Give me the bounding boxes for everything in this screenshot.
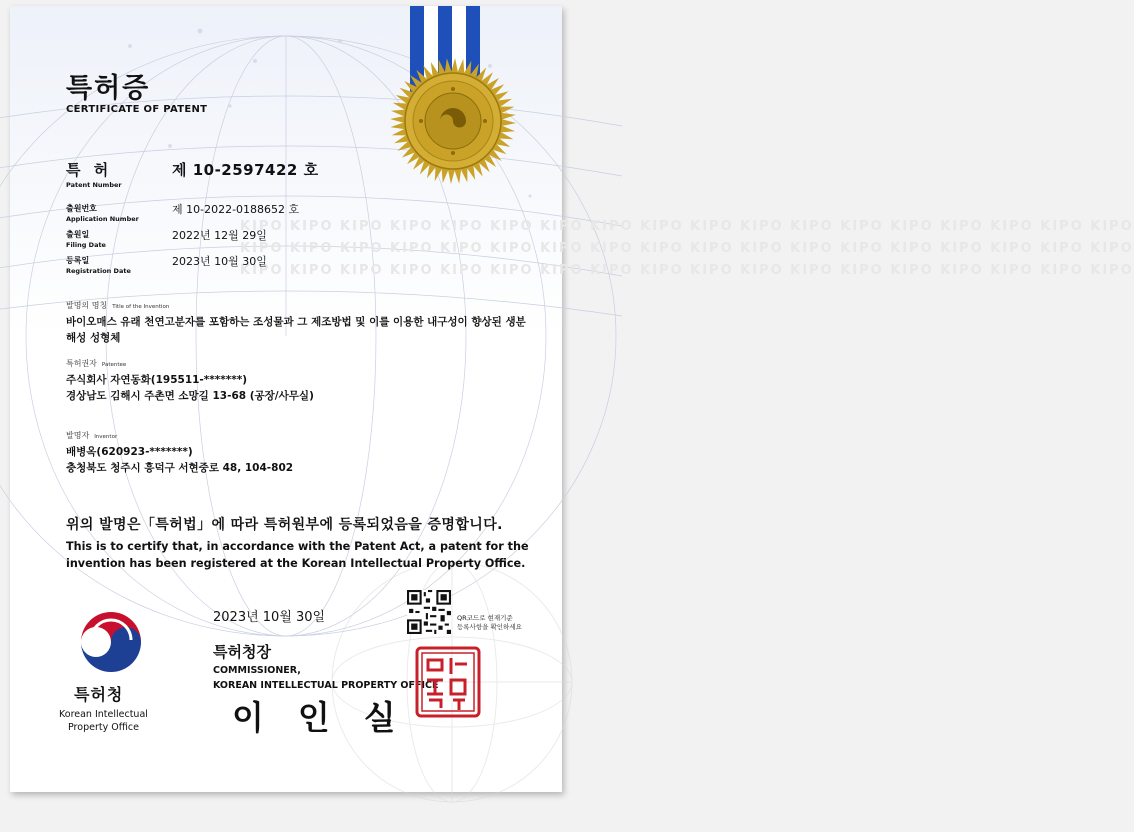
agency-name-english-line2: Property Office xyxy=(68,722,139,733)
qr-caption-line: 등록사항을 확인하세요 xyxy=(457,623,522,631)
gold-seal-icon xyxy=(388,56,518,186)
qr-caption-line: QR코드로 현재기준 xyxy=(457,614,513,622)
patentee-address: 경상남도 김해시 주촌면 소망길 13-68 (공장/사무실) xyxy=(66,390,314,402)
certification-statement-english: This is to certify that, in accordance with the Patent Act, a patent for the invention has been registered at the Korean Intellectual Property Office. xyxy=(66,540,529,570)
patentee-label-english: Patentee xyxy=(101,362,127,368)
registration-date-label: 등록일 xyxy=(66,256,90,265)
inventor-heading xyxy=(66,430,556,441)
commissioner-office-english: KOREAN INTELLECTUAL PROPERTY OFFICE xyxy=(213,680,439,691)
application-number-label-english: Application Number xyxy=(66,215,139,223)
invention-title-line: 바이오매스 유래 천연고분자를 포함하는 조성물과 그 제조방법 및 이를 이용한 내구성이 향상된 생분 xyxy=(66,316,526,328)
invention-label: 발명의 명칭 xyxy=(66,301,108,310)
qr-code-icon[interactable] xyxy=(407,590,451,634)
invention-title xyxy=(66,314,556,346)
commissioner-signature: 이인실 xyxy=(232,698,430,737)
invention-heading xyxy=(66,300,556,311)
patent-number-row xyxy=(66,159,319,189)
agency-name: 특허청 xyxy=(74,685,124,704)
commissioner-title-english: COMMISSIONER, xyxy=(213,665,301,676)
seal-ray xyxy=(448,168,456,184)
inventor-name: 배병옥(620923-*******) xyxy=(66,446,193,458)
patentee-name: 주식회사 자연동화(195511-*******) xyxy=(66,374,248,386)
registration-date-row xyxy=(66,255,267,275)
commissioner-title: 특허청장 xyxy=(213,643,271,661)
agency-name-english: Korean Intellectual xyxy=(59,709,148,720)
inventor-address: 충청북도 청주시 흥덕구 서현중로 48, 104-802 xyxy=(66,462,294,474)
seal-ray xyxy=(500,119,516,127)
patentee-label: 특허권자 xyxy=(66,359,97,368)
filing-date-label: 출원일 xyxy=(66,230,90,239)
issue-date: 2023년 10월 30일 xyxy=(213,610,326,625)
invention-label-english: Title of the Invention xyxy=(112,304,170,310)
inventor-details xyxy=(66,444,556,476)
registration-date-value: 2023년 10월 30일 xyxy=(172,255,267,268)
patent-number-label-english: Patent Number xyxy=(66,181,122,189)
certificate-title-english: CERTIFICATE OF PATENT xyxy=(66,104,208,115)
patent-number-value: 제 10-2597422 호 xyxy=(172,161,319,179)
inventor-label: 발명자 xyxy=(66,431,90,440)
inventor-label-english: Inventor xyxy=(94,434,118,440)
certificate-paper xyxy=(10,6,1134,792)
certificate-title: 특허증 xyxy=(66,73,151,104)
kipo-watermark: KIPO KIPO KIPO KIPO KIPO KIPO KIPO KIPO KIPO KIPO KIPO KIPO KIPO KIPO KIPO KIPO KIPO KIPO KIPO KIPO KIPO KIPO KIPO KIPO KIPO KIPO KIPO KIPO KIPO KIPO KIPO KIPO KIPO KIPO KIPO KIPO KIPO KIPO KIPO KIPO KIPO KIPO KIPO KIPO KIPO KIPO KIPO KIPO KIPO KIPO KIPO KIPO KIPO KIPO xyxy=(240,219,1134,278)
filing-date-label-english: Filing Date xyxy=(66,241,106,249)
filing-date-row xyxy=(66,229,267,249)
application-number-row xyxy=(66,203,300,223)
filing-date-value: 2022년 12월 29일 xyxy=(172,229,267,242)
application-number-label: 출원번호 xyxy=(66,204,97,213)
inventor-section xyxy=(66,430,556,476)
application-number-value: 제 10-2022-0188652 호 xyxy=(172,203,300,216)
patentee-heading xyxy=(66,358,556,369)
registration-date-label-english: Registration Date xyxy=(66,267,131,275)
patent-number-label: 특 허 xyxy=(66,161,113,179)
patentee-section xyxy=(66,358,556,404)
invention-section xyxy=(66,300,556,346)
certification-statement-korean: 위의 발명은「특허법」에 따라 특허원부에 등록되었음을 증명합니다. xyxy=(66,517,503,533)
qr-caption xyxy=(457,614,522,632)
seal-ray xyxy=(451,58,459,74)
official-stamp-icon xyxy=(415,646,481,718)
patentee-details xyxy=(66,372,556,404)
invention-title-line: 해성 성형체 xyxy=(66,332,121,344)
seal-ray xyxy=(390,116,406,124)
